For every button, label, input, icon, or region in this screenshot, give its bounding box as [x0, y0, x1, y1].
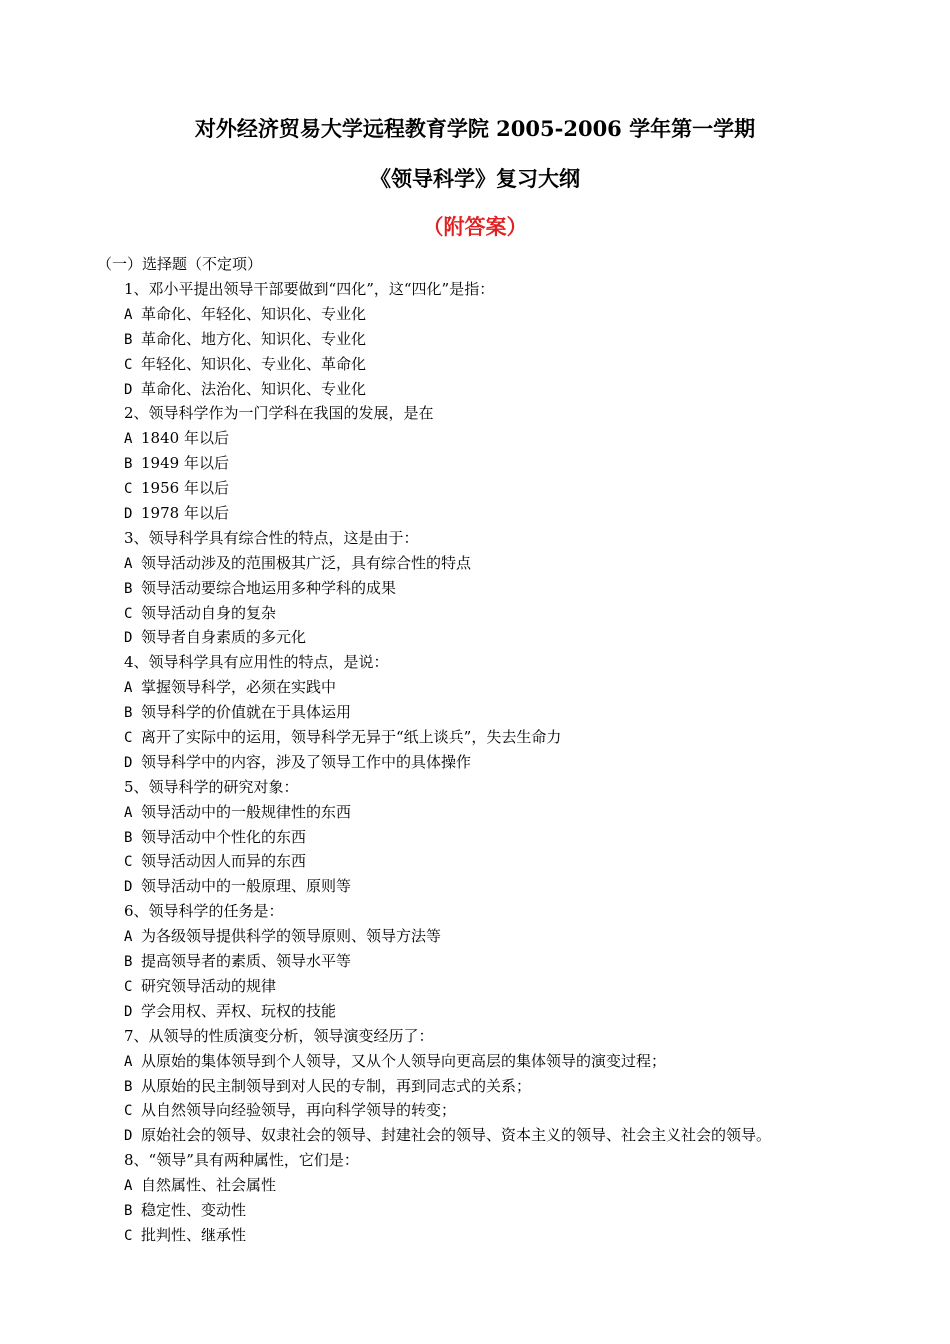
option-text: 1956 年以后 [141, 479, 229, 498]
option-text: 1978 年以后 [141, 504, 229, 523]
answer-option [124, 451, 944, 476]
option-text: 年轻化、知识化、专业化、革命化 [141, 354, 367, 373]
option-letter: D [124, 1128, 133, 1145]
answer-option [124, 1074, 944, 1099]
answer-option [124, 924, 944, 949]
answer-option [124, 999, 944, 1024]
option-text: 稳定性、变动性 [141, 1200, 247, 1219]
document-title: 对外经济贸易大学远程教育学院 2005-2006 学年第一学期 [194, 116, 756, 141]
option-text: 领导活动因人而异的东西 [141, 852, 307, 871]
option-letter: A [124, 929, 133, 946]
option-letter: B [124, 580, 133, 597]
answer-option [124, 327, 944, 352]
option-text: 领导科学的价值就在于具体运用 [141, 703, 352, 722]
answer-option [124, 501, 944, 526]
option-letter: B [124, 705, 133, 722]
section-heading: （一）选择题（不定项） [97, 255, 263, 273]
answer-option [124, 750, 944, 775]
answer-note: （附答案） [422, 214, 528, 239]
option-letter: C [124, 978, 133, 995]
option-letter: C [124, 605, 133, 622]
option-letter: B [124, 829, 133, 846]
option-letter: A [124, 680, 133, 697]
option-letter: A [124, 804, 133, 821]
option-text: 领导活动中个性化的东西 [141, 827, 307, 846]
answer-option [124, 700, 944, 725]
answer-option [124, 601, 944, 626]
option-letter: C [124, 730, 133, 747]
option-text: 领导科学中的内容，涉及了领导工作中的具体操作 [141, 752, 472, 771]
answer-option [124, 949, 944, 974]
answer-option [124, 1123, 944, 1148]
option-letter: C [124, 481, 133, 498]
answer-option [124, 1049, 944, 1074]
question-stem: 7、从领导的性质演变分析，领导演变经历了： [124, 1026, 434, 1045]
option-text: 掌握领导科学，必须在实践中 [141, 678, 337, 697]
answer-option [124, 302, 944, 327]
answer-option [124, 800, 944, 825]
option-letter: A [124, 1178, 133, 1195]
answer-option [124, 551, 944, 576]
option-text: 为各级领导提供科学的领导原则、领导方法等 [141, 927, 442, 946]
question-stem: 5、领导科学的研究对象： [124, 777, 299, 796]
answer-option [124, 825, 944, 850]
option-letter: A [124, 431, 133, 448]
option-letter: B [124, 331, 133, 348]
answer-option [124, 426, 944, 451]
option-text: 领导活动中的一般规律性的东西 [141, 802, 352, 821]
answer-option [124, 1198, 944, 1223]
option-text: 研究领导活动的规律 [141, 976, 277, 995]
option-letter: D [124, 1003, 133, 1020]
option-letter: B [124, 1202, 133, 1219]
option-text: 批判性、继承性 [141, 1225, 247, 1244]
answer-option [124, 1173, 944, 1198]
answer-option [124, 625, 944, 650]
option-letter: D [124, 754, 133, 771]
option-text: 革命化、法治化、知识化、专业化 [141, 379, 367, 398]
option-text: 1840 年以后 [141, 429, 229, 448]
option-text: 自然属性、社会属性 [141, 1176, 277, 1195]
question-list [124, 277, 944, 1248]
option-text: 提高领导者的素质、领导水平等 [141, 952, 352, 971]
answer-option [124, 725, 944, 750]
option-letter: C [124, 356, 133, 373]
option-text: 学会用权、弄权、玩权的技能 [141, 1001, 337, 1020]
question-stem: 4、领导科学具有应用性的特点，是说： [124, 653, 389, 672]
option-letter: D [124, 381, 133, 398]
answer-option [124, 377, 944, 402]
answer-option [124, 352, 944, 377]
question-stem: 8、“领导”具有两种属性，它们是： [124, 1151, 359, 1170]
option-text: 离开了实际中的运用，领导科学无异于“纸上谈兵”，失去生命力 [141, 728, 562, 747]
option-letter: D [124, 879, 133, 896]
option-text: 革命化、地方化、知识化、专业化 [141, 329, 367, 348]
answer-option [124, 1223, 944, 1248]
option-letter: A [124, 1053, 133, 1070]
question-stem: 6、领导科学的任务是： [124, 902, 284, 921]
option-letter: B [124, 456, 133, 473]
answer-option [124, 874, 944, 899]
option-text: 原始社会的领导、奴隶社会的领导、封建社会的领导、资本主义的领导、社会主义社会的领导。 [141, 1126, 772, 1145]
answer-option [124, 849, 944, 874]
option-text: 从原始的集体领导到个人领导，又从个人领导向更高层的集体领导的演变过程； [141, 1051, 667, 1070]
question-stem: 2、领导科学作为一门学科在我国的发展，是在 [124, 404, 434, 423]
answer-option [124, 675, 944, 700]
answer-option [124, 974, 944, 999]
option-letter: C [124, 1103, 133, 1120]
option-letter: C [124, 1227, 133, 1244]
option-letter: D [124, 506, 133, 523]
option-letter: C [124, 854, 133, 871]
option-text: 从自然领导向经验领导，再向科学领导的转变； [141, 1101, 457, 1120]
option-text: 领导活动涉及的范围极其广泛，具有综合性的特点 [141, 553, 472, 572]
option-text: 领导活动要综合地运用多种学科的成果 [141, 578, 397, 597]
option-text: 从原始的民主制领导到对人民的专制，再到同志式的关系； [141, 1076, 532, 1095]
document-subtitle: 《领导科学》复习大纲 [370, 166, 580, 191]
option-letter: D [124, 630, 133, 647]
option-text: 领导者自身素质的多元化 [141, 628, 307, 647]
option-letter: A [124, 306, 133, 323]
question-stem: 3、领导科学具有综合性的特点，这是由于： [124, 528, 419, 547]
option-text: 1949 年以后 [141, 454, 229, 473]
option-letter: B [124, 954, 133, 971]
answer-option [124, 576, 944, 601]
answer-option [124, 1098, 944, 1123]
question-stem: 1、邓小平提出领导干部要做到“四化”，这“四化”是指： [124, 280, 495, 298]
option-text: 领导活动自身的复杂 [141, 603, 277, 622]
answer-option [124, 476, 944, 501]
option-letter: B [124, 1078, 133, 1095]
option-text: 领导活动中的一般原理、原则等 [141, 877, 352, 896]
option-text: 革命化、年轻化、知识化、专业化 [141, 304, 367, 323]
option-letter: A [124, 555, 133, 572]
